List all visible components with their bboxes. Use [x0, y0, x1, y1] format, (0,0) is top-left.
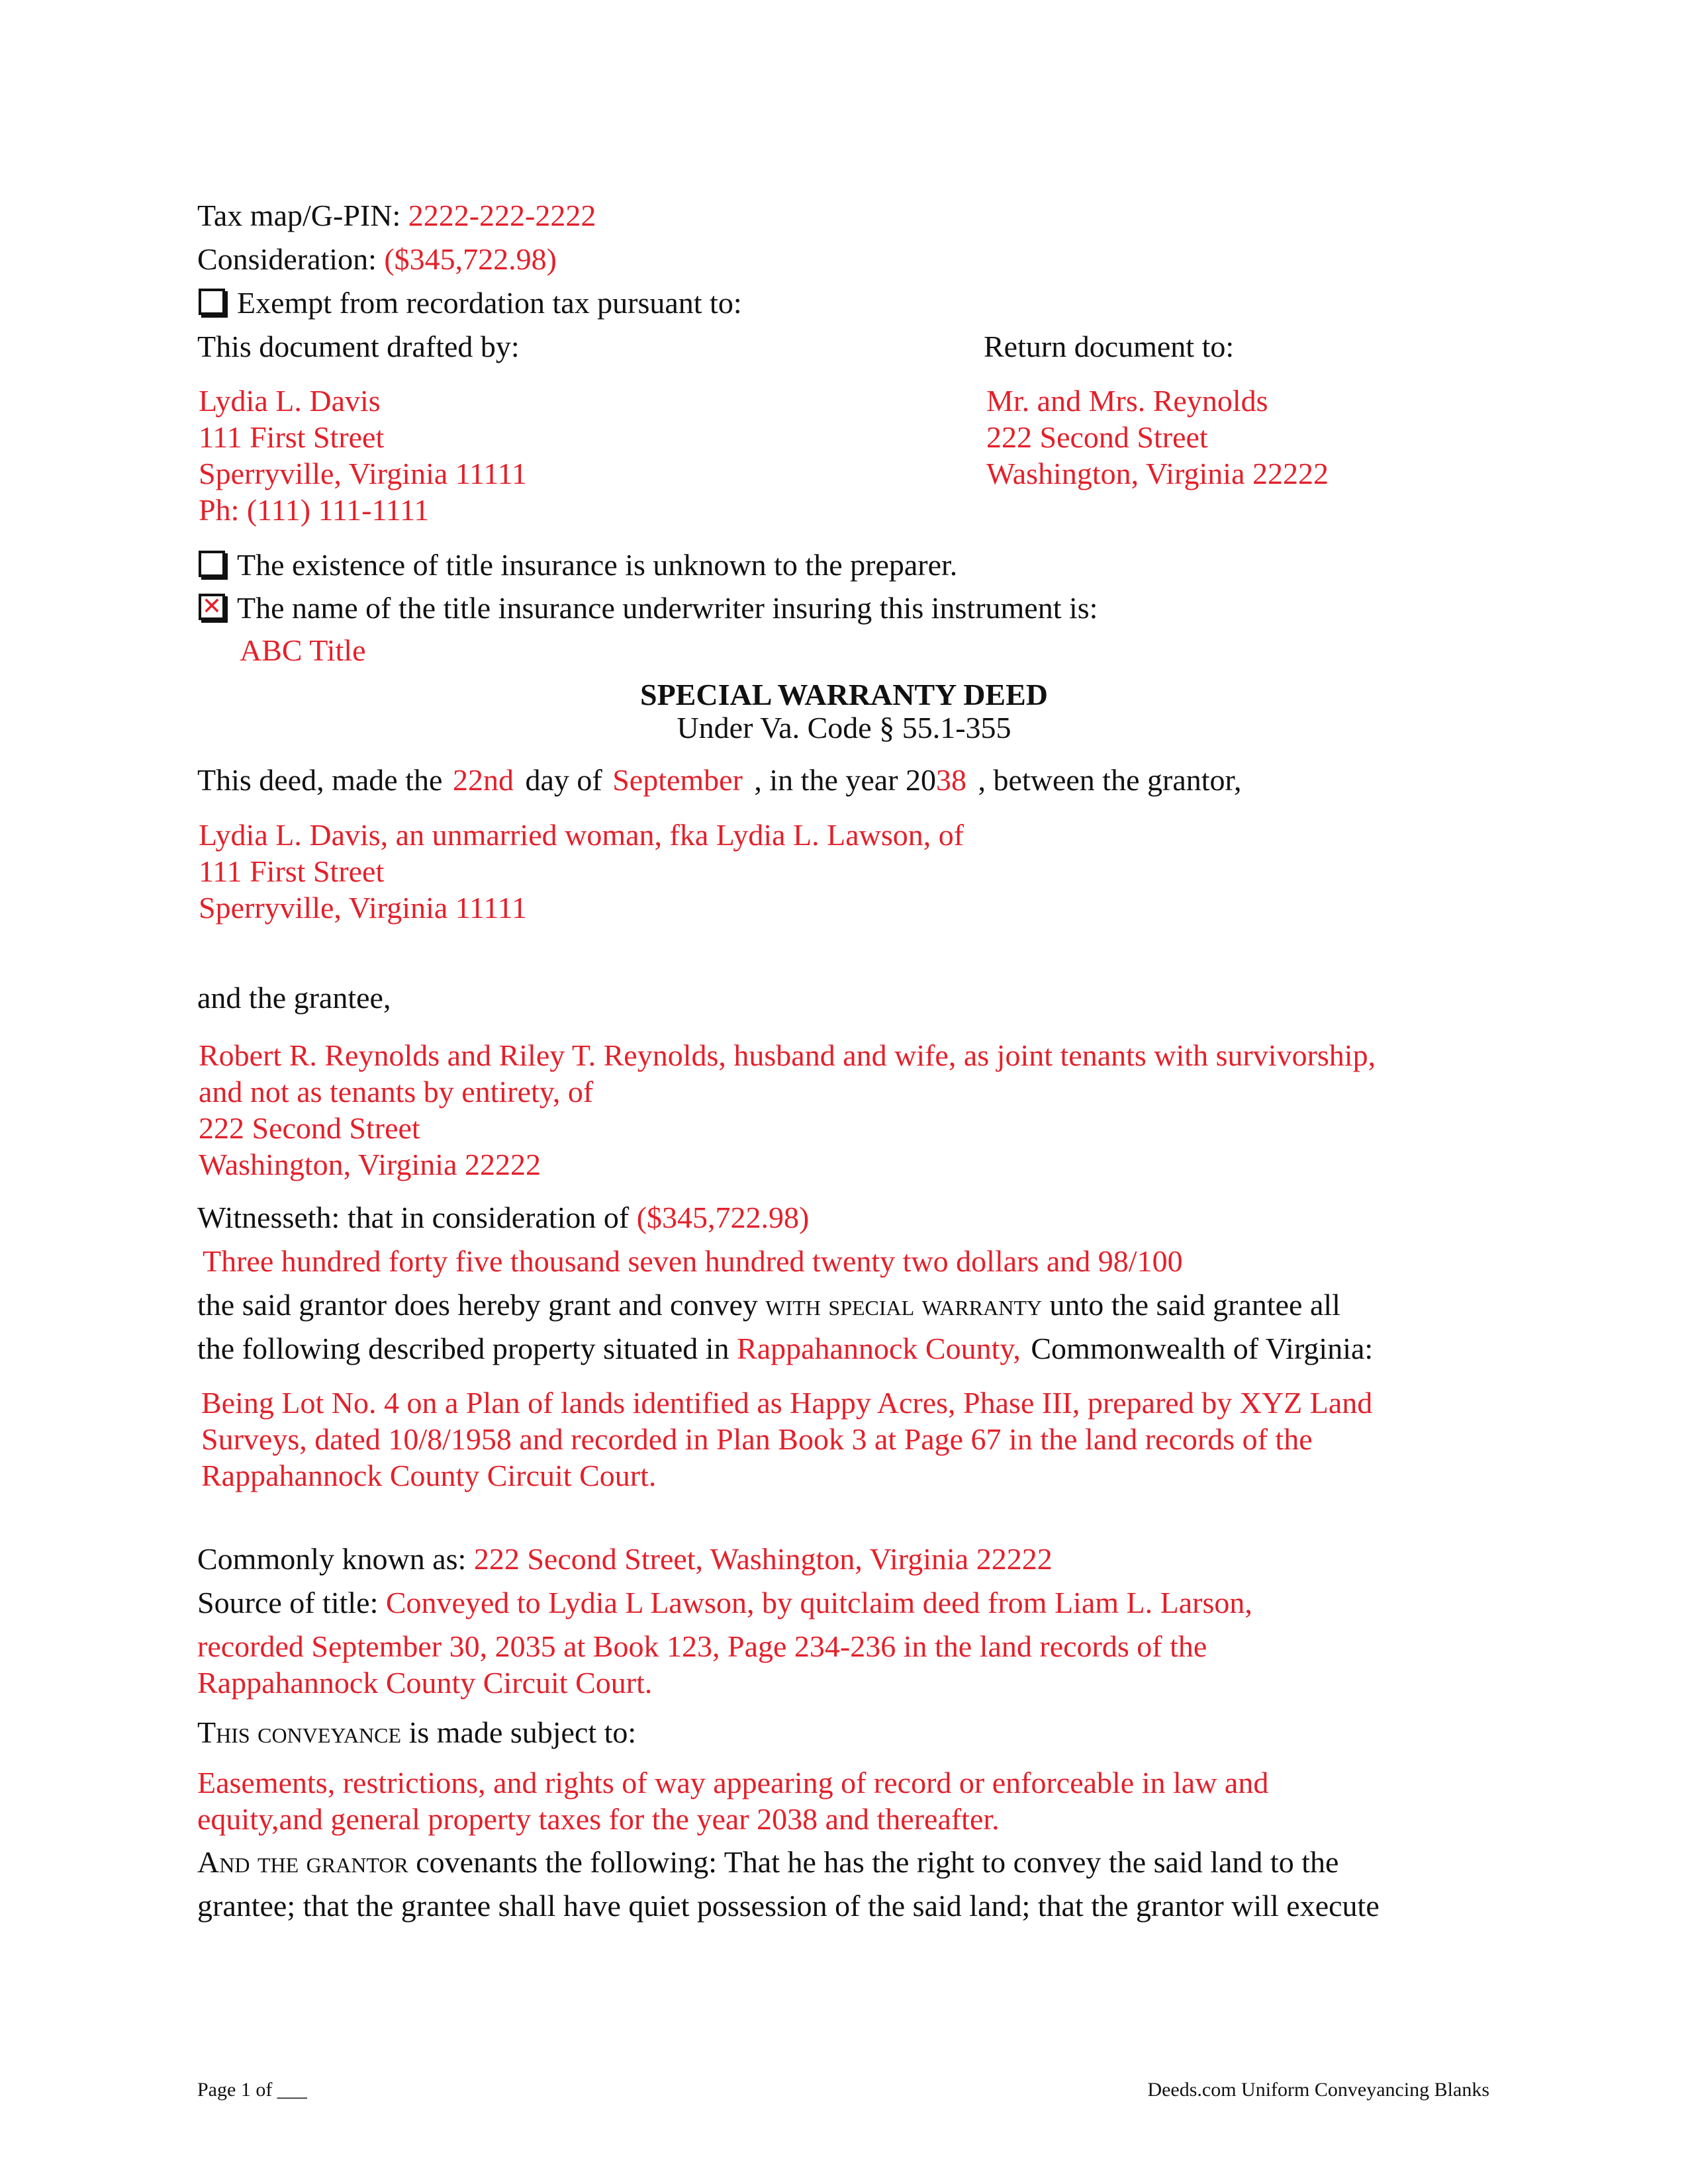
tax-map-label: Tax map/G-PIN: — [197, 199, 401, 232]
covenants-line — [197, 1844, 1338, 1881]
deed-year-suffix[interactable]: 38 — [936, 763, 967, 797]
property-location-line — [197, 1330, 1373, 1367]
property-text: the following described property situated in — [197, 1332, 729, 1365]
footer-brand: Deeds.com Uniform Conveyancing Blanks — [1147, 2079, 1489, 2101]
subject-to-label: is made subject to: — [408, 1715, 637, 1749]
deed-date-text: This deed, made the — [197, 763, 443, 797]
title-underwriter-value[interactable]: ABC Title — [240, 633, 366, 667]
title-insurance-unknown-checkbox[interactable] — [199, 551, 225, 577]
drafted-by-label: This document drafted by: — [197, 330, 520, 363]
consideration-row — [197, 241, 557, 278]
consideration-value[interactable]: ($345,722.98) — [384, 242, 557, 276]
consideration-label: Consideration: — [197, 242, 377, 276]
covenants-line: grantee; that the grantee shall have quiet possession of the said land; that the grantor will execute — [197, 1889, 1380, 1923]
deed-day[interactable]: 22nd — [452, 763, 514, 797]
legal-description-line: Surveys, dated 10/8/1958 and recorded in Plan Book 3 at Page 67 in the land records of the — [201, 1422, 1313, 1456]
deed-month[interactable]: September — [612, 763, 743, 797]
subject-to-line: equity,and general property taxes for the year 2038 and thereafter. — [197, 1802, 1000, 1836]
drafted-by-line: 111 First Street — [199, 420, 385, 454]
grant-text: the said grantor does hereby grant and convey — [197, 1288, 758, 1322]
source-of-title-line[interactable]: Rappahannock County Circuit Court. — [197, 1666, 653, 1700]
deed-subtitle: Under Va. Code § 55.1-355 — [677, 711, 1011, 745]
grant-convey-line — [197, 1287, 1340, 1324]
return-to-line: 222 Second Street — [986, 420, 1208, 454]
source-of-title-line[interactable]: recorded September 30, 2035 at Book 123, Page 234-236 in the land records of the — [197, 1629, 1207, 1663]
subject-to-caps: This conveyance — [197, 1715, 402, 1749]
grantee-line: 222 Second Street — [199, 1111, 420, 1145]
grantee-line: and not as tenants by entirety, of — [199, 1075, 594, 1109]
witnesseth-amount[interactable]: ($345,722.98) — [636, 1201, 810, 1234]
covenants-text: covenants the following: That he has the right to convey the said land to the — [416, 1845, 1339, 1879]
exempt-label: Exempt from recordation tax pursuant to: — [237, 286, 742, 320]
page-number: Page 1 of ___ — [197, 2079, 307, 2101]
drafted-by-line: Ph: (111) 111-1111 — [199, 493, 430, 527]
commonly-known-label: Commonly known as: — [197, 1542, 467, 1576]
title-underwriter-label: The name of the title insurance underwriter insuring this instrument is: — [237, 591, 1098, 625]
deed-date-text: , between the grantor, — [978, 763, 1242, 797]
witnesseth-row — [197, 1199, 809, 1236]
property-county[interactable]: Rappahannock County, — [737, 1332, 1021, 1365]
legal-description-line: Being Lot No. 4 on a Plan of lands identified as Happy Acres, Phase III, prepared by XYZ Land — [201, 1386, 1373, 1420]
commonly-known-value[interactable]: 222 Second Street, Washington, Virginia 22222 — [473, 1542, 1053, 1576]
special-warranty-text: with special warranty — [765, 1288, 1043, 1322]
deed-title: SPECIAL WARRANTY DEED — [639, 678, 1048, 711]
source-of-title-row — [197, 1584, 1252, 1621]
source-of-title-label: Source of title: — [197, 1586, 379, 1619]
drafted-by-line: Lydia L. Davis — [199, 384, 381, 418]
subject-to-line: Easements, restrictions, and rights of way appearing of record or enforceable in law and — [197, 1766, 1269, 1799]
grantee-line: Robert R. Reynolds and Riley T. Reynolds, husband and wife, as joint tenants with survivorship, — [199, 1038, 1376, 1072]
tax-map-row — [197, 197, 596, 234]
deed-date-text: day of — [525, 763, 602, 797]
deed-date-line — [197, 762, 1242, 799]
commonly-known-row — [197, 1541, 1053, 1578]
grantee-label: and the grantee, — [197, 981, 391, 1015]
source-of-title-line[interactable]: Conveyed to Lydia L Lawson, by quitclaim deed from Liam L. Larson, — [385, 1586, 1252, 1619]
drafted-by-line: Sperryville, Virginia 11111 — [199, 457, 527, 490]
grantor-line: 111 First Street — [199, 854, 385, 888]
return-to-line: Mr. and Mrs. Reynolds — [986, 384, 1268, 418]
title-insurance-unknown-label: The existence of title insurance is unknown to the preparer. — [237, 548, 958, 582]
grantor-line: Lydia L. Davis, an unmarried woman, fka Lydia L. Lawson, of — [199, 818, 964, 852]
witnesseth-label: Witnesseth: that in consideration of — [197, 1201, 630, 1234]
covenants-caps: And the grantor — [197, 1845, 408, 1879]
return-to-label: Return document to: — [984, 330, 1235, 363]
legal-description-line: Rappahannock County Circuit Court. — [201, 1459, 657, 1492]
tax-map-value[interactable]: 2222-222-2222 — [408, 199, 596, 232]
deed-date-text: , in the year 20 — [754, 763, 937, 797]
check-mark-icon: ✕ — [201, 593, 222, 620]
title-underwriter-checkbox[interactable] — [199, 594, 225, 620]
subject-to-row — [197, 1714, 636, 1751]
grant-text: unto the said grantee all — [1049, 1288, 1340, 1322]
return-to-line: Washington, Virginia 22222 — [986, 457, 1329, 490]
amount-in-words[interactable]: Three hundred forty five thousand seven hundred twenty two dollars and 98/100 — [203, 1244, 1183, 1278]
grantee-line: Washington, Virginia 22222 — [199, 1148, 541, 1181]
property-text: Commonwealth of Virginia: — [1031, 1332, 1374, 1365]
grantor-line: Sperryville, Virginia 11111 — [199, 891, 527, 925]
exempt-checkbox[interactable] — [199, 289, 225, 315]
